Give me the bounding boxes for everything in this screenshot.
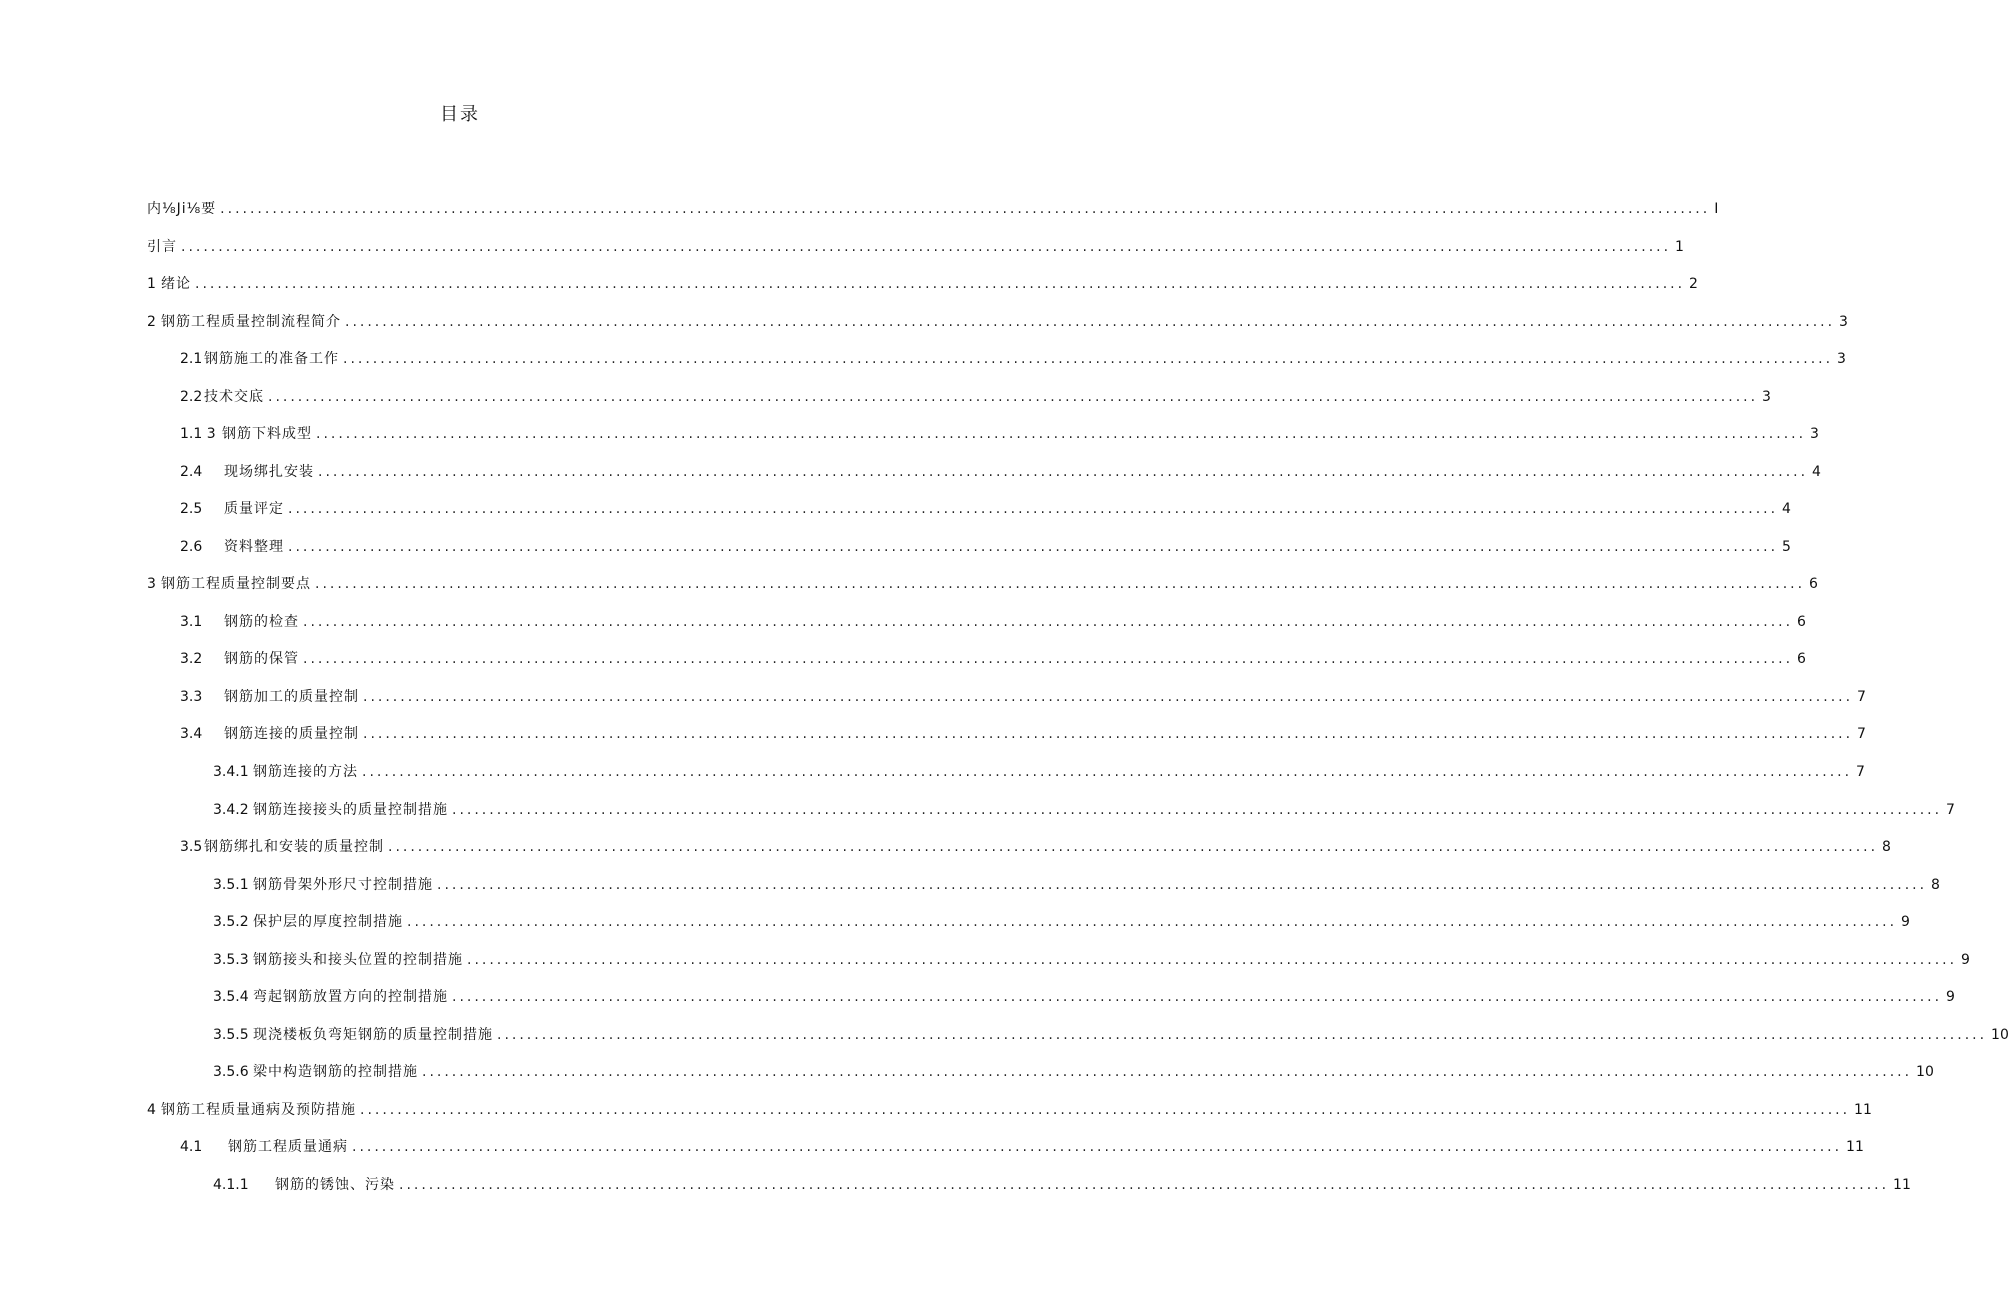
toc-entry-number: 3.2 <box>180 651 203 667</box>
toc-entry-number: 2.2 <box>180 389 203 405</box>
toc-entry[interactable] <box>147 234 1684 256</box>
toc-entry-number: 2.1 <box>180 351 203 367</box>
toc-entry-label: 钢筋的检查 <box>224 614 299 630</box>
toc-entry-page-number: 6 <box>1797 651 1806 667</box>
toc-dot-leader: ........................................................................................................................................................................................................ <box>437 877 1928 893</box>
toc-entry-page-number: 11 <box>1854 1102 1872 1118</box>
toc-entry-label: 钢筋施工的准备工作 <box>204 351 339 367</box>
toc-entry[interactable] <box>180 384 1771 406</box>
toc-entry-number: 3.4 <box>180 726 203 742</box>
toc-entry-number: 3.5.4 <box>213 989 249 1005</box>
toc-entry-number: 3.5.6 <box>213 1064 249 1080</box>
toc-entry-label: 钢筋加工的质量控制 <box>224 689 359 705</box>
toc-dot-leader: ........................................................................................................................................................................................................ <box>220 201 1711 217</box>
toc-entry[interactable] <box>180 721 1866 743</box>
toc-dot-leader: ........................................................................................................................................................................................................ <box>316 426 1807 442</box>
toc-entry-number: 3.1 <box>180 614 203 630</box>
toc-dot-leader: ........................................................................................................................................................................................................ <box>345 314 1836 330</box>
toc-dot-leader: ........................................................................................................................................................................................................ <box>422 1064 1913 1080</box>
toc-entry-label: 钢筋下料成型 <box>222 426 312 442</box>
toc-entry-label: 钢筋绑扎和安装的质量控制 <box>204 839 384 855</box>
toc-entry-page-number: 11 <box>1846 1139 1864 1155</box>
toc-entry[interactable] <box>180 496 1791 518</box>
toc-entry-number: 4.1 <box>180 1139 203 1155</box>
toc-entry-number: 3.5.5 <box>213 1027 249 1043</box>
toc-entry-page-number: 9 <box>1961 952 1970 968</box>
toc-entry-label: 钢筋的保管 <box>224 651 299 667</box>
page-title: 目录 <box>440 104 480 125</box>
toc-entry[interactable] <box>180 346 1846 368</box>
toc-entry-label: 钢筋骨架外形尺寸控制措施 <box>253 877 433 893</box>
toc-dot-leader: ........................................................................................................................................................................................................ <box>399 1177 1890 1193</box>
toc-dot-leader: ........................................................................................................................................................................................................ <box>288 539 1779 555</box>
toc-entry[interactable] <box>180 646 1806 668</box>
toc-entry-page-number: 5 <box>1782 539 1791 555</box>
toc-entry-number: 1 <box>147 276 156 292</box>
toc-entry-label: 引言 <box>147 239 177 255</box>
toc-entry[interactable] <box>213 1172 1911 1194</box>
toc-entry-page-number: 3 <box>1762 389 1771 405</box>
toc-entry-page-number: 2 <box>1689 276 1698 292</box>
toc-entry-label: 钢筋连接的方法 <box>253 764 358 780</box>
toc-dot-leader: ........................................................................................................................................................................................................ <box>303 614 1794 630</box>
toc-entry[interactable] <box>213 1059 1934 1081</box>
toc-entry-label: 钢筋工程质量控制要点 <box>161 576 311 592</box>
toc-entry[interactable] <box>147 271 1698 293</box>
toc-entry-label: 钢筋连接接头的质量控制措施 <box>253 802 448 818</box>
toc-entry[interactable] <box>213 909 1910 931</box>
toc-entry[interactable] <box>180 609 1806 631</box>
toc-entry-label: 钢筋接头和接头位置的控制措施 <box>253 952 463 968</box>
toc-entry[interactable] <box>213 947 1970 969</box>
toc-entry-number: 4 <box>147 1102 156 1118</box>
toc-entry-label: 钢筋工程质量通病及预防措施 <box>161 1102 356 1118</box>
toc-entry-page-number: 7 <box>1946 802 1955 818</box>
toc-entry-label: 内⅛Ji⅛要 <box>147 201 217 217</box>
toc-entry-page-number: 6 <box>1797 614 1806 630</box>
toc-entry[interactable] <box>147 571 1818 593</box>
toc-entry[interactable] <box>147 309 1848 331</box>
toc-entry-number: 3.4.1 <box>213 764 249 780</box>
toc-entry-number: 2.4 <box>180 464 203 480</box>
toc-entry-label: 钢筋连接的质量控制 <box>224 726 359 742</box>
toc-entry-page-number: 9 <box>1901 914 1910 930</box>
toc-entry-number: 4.1.1 <box>213 1177 249 1193</box>
toc-entry-page-number: 4 <box>1782 501 1791 517</box>
toc-entry[interactable] <box>213 797 1955 819</box>
toc-entry-number: 3 <box>147 576 156 592</box>
toc-dot-leader: ........................................................................................................................................................................................................ <box>363 726 1854 742</box>
toc-dot-leader: ........................................................................................................................................................................................................ <box>343 351 1834 367</box>
toc-entry[interactable] <box>213 1022 2009 1044</box>
toc-entry[interactable] <box>180 534 1791 556</box>
toc-entry-label: 现浇楼板负弯矩钢筋的质量控制措施 <box>253 1027 493 1043</box>
toc-entry-number: 3.5.1 <box>213 877 249 893</box>
toc-dot-leader: ........................................................................................................................................................................................................ <box>315 576 1806 592</box>
toc-entry-page-number: 1 <box>1675 239 1684 255</box>
toc-entry[interactable] <box>147 196 1719 218</box>
toc-entry[interactable] <box>147 1097 1872 1119</box>
toc-entry-page-number: 8 <box>1931 877 1940 893</box>
toc-dot-leader: ........................................................................................................................................................................................................ <box>467 952 1958 968</box>
toc-entry-label: 钢筋的锈蚀、污染 <box>275 1177 395 1193</box>
toc-entry[interactable] <box>213 759 1865 781</box>
toc-entry-page-number: 7 <box>1857 689 1866 705</box>
toc-entry-number: 1.1 3 <box>180 426 216 442</box>
toc-entry-page-number: 9 <box>1946 989 1955 1005</box>
toc-entry-page-number: 11 <box>1893 1177 1911 1193</box>
toc-entry-page-number: 7 <box>1857 726 1866 742</box>
toc-entry-page-number: 7 <box>1856 764 1865 780</box>
toc-entry-page-number: 3 <box>1837 351 1846 367</box>
toc-entry-number: 3.3 <box>180 689 203 705</box>
toc-dot-leader: ........................................................................................................................................................................................................ <box>360 1102 1851 1118</box>
toc-entry-number: 2.6 <box>180 539 203 555</box>
toc-entry-label: 技术交底 <box>204 389 264 405</box>
toc-entry-number: 2.5 <box>180 501 203 517</box>
toc-entry-number: 3.5.2 <box>213 914 249 930</box>
toc-entry-page-number: 6 <box>1809 576 1818 592</box>
toc-entry[interactable] <box>213 984 1955 1006</box>
toc-entry-label: 保护层的厚度控制措施 <box>253 914 403 930</box>
toc-dot-leader: ........................................................................................................................................................................................................ <box>363 689 1854 705</box>
toc-entry-label: 梁中构造钢筋的控制措施 <box>253 1064 418 1080</box>
toc-entry-label: 钢筋工程质量通病 <box>228 1139 348 1155</box>
toc-dot-leader: ........................................................................................................................................................................................................ <box>362 764 1853 780</box>
toc-entry-page-number: 3 <box>1839 314 1848 330</box>
toc-dot-leader: ........................................................................................................................................................................................................ <box>388 839 1879 855</box>
toc-dot-leader: ........................................................................................................................................................................................................ <box>352 1139 1843 1155</box>
toc-dot-leader: ........................................................................................................................................................................................................ <box>452 802 1943 818</box>
toc-dot-leader: ........................................................................................................................................................................................................ <box>497 1027 1988 1043</box>
toc-entry-label: 弯起钢筋放置方向的控制措施 <box>253 989 448 1005</box>
toc-entry-number: 3.5.3 <box>213 952 249 968</box>
toc-entry-page-number: 3 <box>1810 426 1819 442</box>
toc-entry-label: 资料整理 <box>224 539 284 555</box>
toc-entry-page-number: 4 <box>1812 464 1821 480</box>
toc-dot-leader: ........................................................................................................................................................................................................ <box>195 276 1686 292</box>
toc-dot-leader: ........................................................................................................................................................................................................ <box>268 389 1759 405</box>
toc-dot-leader: ........................................................................................................................................................................................................ <box>181 239 1672 255</box>
toc-dot-leader: ........................................................................................................................................................................................................ <box>288 501 1779 517</box>
toc-entry-page-number: 10 <box>1916 1064 1934 1080</box>
toc-entry-page-number: 10 <box>1991 1027 2009 1043</box>
toc-entry-number: 3.5 <box>180 839 203 855</box>
toc-entry-label: 钢筋工程质量控制流程简介 <box>161 314 341 330</box>
toc-entry-label: 现场绑扎安装 <box>224 464 314 480</box>
toc-entry-number: 2 <box>147 314 156 330</box>
toc-entry[interactable] <box>180 421 1819 443</box>
toc-entry-page-number: 8 <box>1882 839 1891 855</box>
toc-entry[interactable] <box>180 1134 1864 1156</box>
toc-entry-page-number: I <box>1714 201 1719 217</box>
toc-entry[interactable] <box>213 872 1940 894</box>
toc-dot-leader: ........................................................................................................................................................................................................ <box>407 914 1898 930</box>
toc-dot-leader: ........................................................................................................................................................................................................ <box>303 651 1794 667</box>
toc-entry-label: 绪论 <box>161 276 191 292</box>
toc-entry[interactable] <box>180 459 1821 481</box>
toc-dot-leader: ........................................................................................................................................................................................................ <box>452 989 1943 1005</box>
toc-entry-number: 3.4.2 <box>213 802 249 818</box>
toc-entry[interactable] <box>180 834 1891 856</box>
toc-dot-leader: ........................................................................................................................................................................................................ <box>318 464 1809 480</box>
toc-entry[interactable] <box>180 684 1866 706</box>
toc-entry-label: 质量评定 <box>224 501 284 517</box>
